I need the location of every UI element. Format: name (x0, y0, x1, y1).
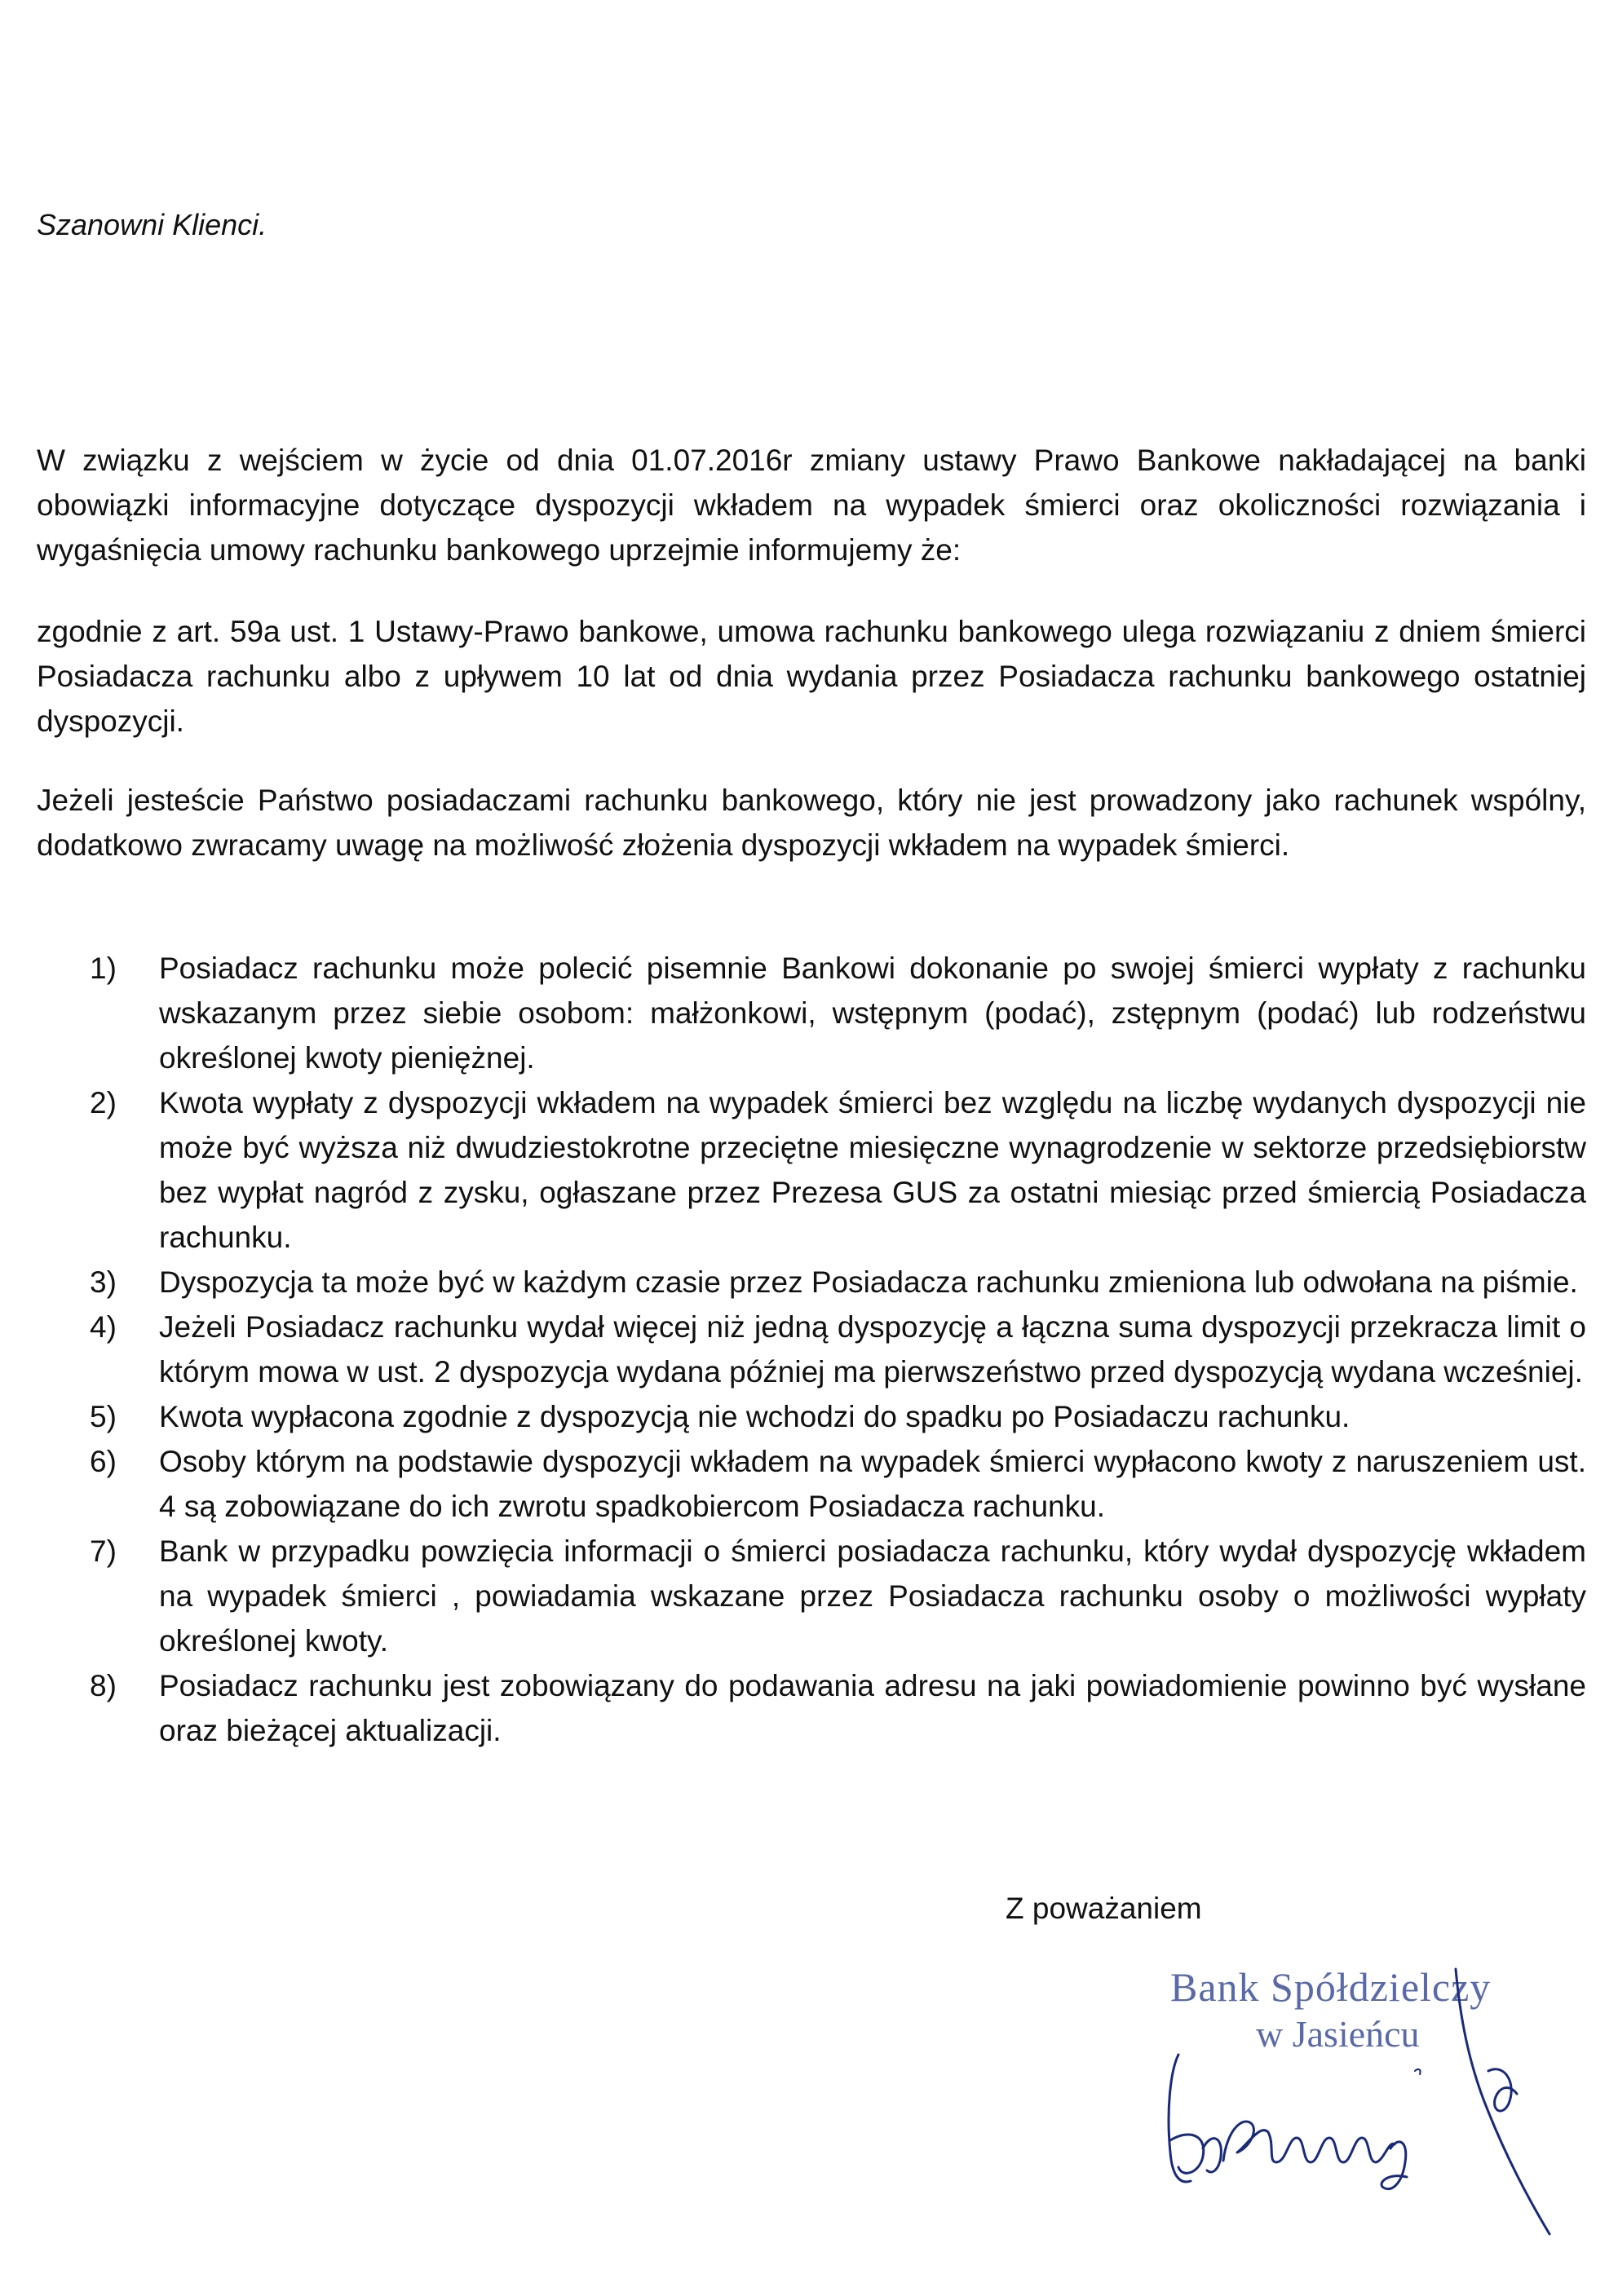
list-item-text: Posiadacz rachunku może polecić pisemnie Bankowi dokonanie po swojej śmierci wypłaty z rachunku wskazanym przez siebie osobom: małżonkowi, wstępnym (podać), zstępnym (podać) lub rodzeństwu określonej kwoty pieniężnej. (159, 952, 1586, 1075)
list-item-number: 1) (90, 952, 117, 985)
signature-stroke (1456, 1969, 1549, 2234)
list-item-text: Dyspozycja ta może być w każdym czasie przez Posiadacza rachunku zmieniona lub odwołana na piśmie. (159, 1265, 1578, 1299)
signature-stroke (1169, 2055, 1191, 2182)
list-item-number: 5) (90, 1400, 117, 1433)
paragraph-intro: W związku z wejściem w życie od dnia 01.07.2016r zmiany ustawy Prawo Bankowe nakładającej na banki obowiązki informacyjne dotyczące dyspozycji wkładem na wypadek śmierci oraz okoliczności rozwiązania i wygaśnięcia umowy rachunku bankowego uprzejmie informujemy że: (37, 444, 1586, 567)
signature-stroke (1488, 2069, 1517, 2111)
signature-stroke (1170, 2135, 1204, 2173)
stamp-line-bank: Bank Spółdzielczy (1170, 1964, 1492, 2010)
salutation: Szanowni Klienci. (37, 208, 267, 241)
signature-stroke (1381, 2142, 1407, 2189)
stamp-line-town: w Jasieńcu (1256, 2013, 1420, 2055)
numbered-list (90, 946, 1586, 1753)
signature-stroke (1415, 2069, 1421, 2074)
list-item-text: Jeżeli Posiadacz rachunku wydał więcej niż jedną dyspozycję a łączna suma dyspozycji przekracza limit o którym mowa w ust. 2 dyspozycja wydana później ma pierwszeństwo przed dyspozycją wydana wcześniej. (159, 1310, 1586, 1389)
paragraph-article: zgodnie z art. 59a ust. 1 Ustawy-Prawo bankowe, umowa rachunku bankowego ulega rozwiązaniu z dniem śmierci Posiadacza rachunku albo z upływem 10 lat od dnia wydania przez Posiadacza rachunku bankowego ostatniej dyspozycji. (37, 615, 1586, 738)
list-item-number: 6) (90, 1445, 117, 1478)
list-item (90, 1663, 1586, 1753)
list-item (90, 946, 1586, 1080)
list-item-text: Posiadacz rachunku jest zobowiązany do podawania adresu na jaki powiadomienie powinno być wysłane oraz bieżącej aktualizacji. (159, 1669, 1586, 1747)
list-item (90, 1439, 1586, 1529)
list-item (90, 1305, 1586, 1394)
list-item-number: 2) (90, 1086, 117, 1119)
list-item (90, 1260, 1586, 1305)
handwritten-signature (1146, 1949, 1586, 2242)
list-item-text: Osoby którym na podstawie dyspozycji wkładem na wypadek śmierci wypłacono kwoty z naruszeniem ust. 4 są zobowiązane do ich zwrotu spadkobiercom Posiadacza rachunku. (159, 1445, 1586, 1523)
list-item (90, 1394, 1586, 1439)
list-item-text: Kwota wypłacona zgodnie z dyspozycją nie wchodzi do spadku po Posiadaczu rachunku. (159, 1400, 1351, 1433)
list-item-text: Bank w przypadku powzięcia informacji o śmierci posiadacza rachunku, który wydał dyspozycję wkładem na wypadek śmierci , powiadamia wskazane przez Posiadacza rachunku osoby o możliwości wypłaty określonej kwoty. (159, 1534, 1586, 1658)
signature-stroke (1203, 2139, 1221, 2172)
signature-stroke (1223, 2122, 1395, 2162)
closing-text: Z poważaniem (1006, 1892, 1202, 1925)
list-item-number: 3) (90, 1265, 117, 1299)
list-item (90, 1080, 1586, 1260)
list-item-number: 8) (90, 1669, 117, 1702)
list-item-number: 4) (90, 1310, 117, 1344)
list-item-text: Kwota wypłaty z dyspozycji wkładem na wypadek śmierci bez względu na liczbę wydanych dyspozycji nie może być wyższa niż dwudziestokrotne przeciętne miesięczne wynagrodzenie w sektorze przedsiębiorstw bez wypłat nagród z zysku, ogłaszane przez Prezesa GUS za ostatni miesiąc przed śmiercią Posiadacza rachunku. (159, 1086, 1586, 1254)
list-item-number: 7) (90, 1534, 117, 1568)
paragraph-notice: Jeżeli jesteście Państwo posiadaczami rachunku bankowego, który nie jest prowadzony jako rachunek wspólny, dodatkowo zwracamy uwagę na możliwość złożenia dyspozycji wkładem na wypadek śmierci. (37, 784, 1586, 862)
list-item (90, 1529, 1586, 1663)
